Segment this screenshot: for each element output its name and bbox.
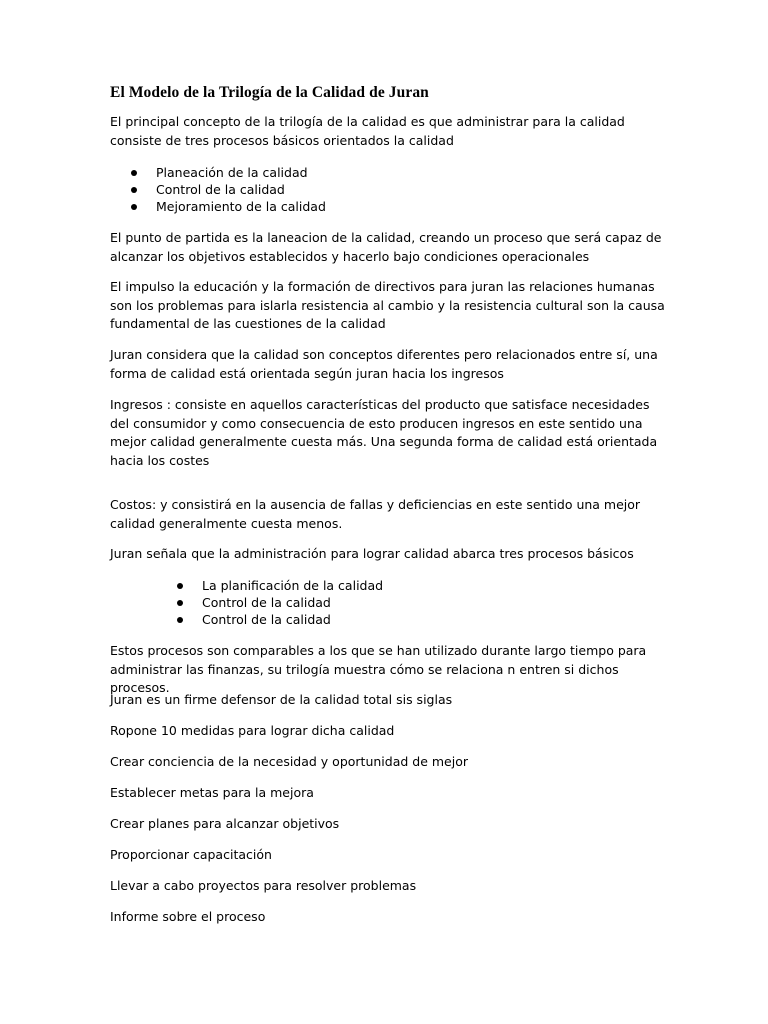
bullet-icon [131, 170, 137, 176]
page-title: El Modelo de la Trilogía de la Calidad de Juran [110, 84, 429, 101]
paragraph: El impulso la educación y la formación de directivos para juran las relaciones humanas son los problemas para islarla resistencia al cambio y la resistencia cultural son la causa fundamental de las cuestiones de la calidad [110, 279, 665, 332]
paragraph: Proporcionar capacitación [110, 847, 272, 862]
paragraph: El punto de partida es la laneacion de la calidad, creando un proceso que será capaz de alcanzar los objetivos establecidos y hacerlo bajo condiciones operacionales [110, 230, 662, 264]
paragraph: Crear planes para alcanzar objetivos [110, 816, 340, 831]
bullet-icon [131, 204, 137, 210]
paragraph: Costos: y consistirá en la ausencia de fallas y deficiencias en este sentido una mejor calidad generalmente cuesta menos. [110, 497, 641, 531]
bullet-icon [177, 600, 183, 606]
paragraph: Ingresos : consiste en aquellos características del producto que satisface necesidades del consumidor y como consecuencia de esto producen ingresos en este sentido una mejor calidad generalmente cuesta más. Una segunda forma de calidad está orientada hacia los costes [110, 397, 658, 469]
paragraph: Crear conciencia de la necesidad y oportunidad de mejor [110, 754, 468, 769]
list-item: Control de la calidad [0, 181, 768, 198]
paragraph: Establecer metas para la mejora [110, 785, 314, 800]
paragraph: Informe sobre el proceso [110, 909, 266, 924]
list-item: Control de la calidad [0, 594, 768, 611]
list-item: La planificación de la calidad [0, 577, 768, 594]
bullet-icon [177, 583, 183, 589]
paragraph: Ropone 10 medidas para lograr dicha calidad [110, 723, 395, 738]
bullet-icon [131, 187, 137, 193]
paragraph: Juran considera que la calidad son conceptos diferentes pero relacionados entre sí, una forma de calidad está orientada según juran hacia los ingresos [110, 347, 658, 381]
list-item: Control de la calidad [0, 611, 768, 628]
paragraph: Llevar a cabo proyectos para resolver problemas [110, 878, 417, 893]
paragraph: Estos procesos son comparables a los que se han utilizado durante largo tiempo para administrar las finanzas, su trilogía muestra cómo se relaciona n entren si dichos procesos. [110, 643, 647, 696]
paragraph: Juran señala que la administración para lograr calidad abarca tres procesos básicos [110, 546, 634, 561]
intro-paragraph: El principal concepto de la trilogía de la calidad es que administrar para la calidad consiste de tres procesos básicos orientados la calidad [110, 114, 625, 148]
list-item: Planeación de la calidad [0, 164, 768, 181]
trilogy-list [0, 164, 768, 215]
processes-list [0, 577, 768, 628]
paragraph: Juran es un firme defensor de la calidad total sis siglas [110, 692, 453, 707]
list-item: Mejoramiento de la calidad [0, 198, 768, 215]
bullet-icon [177, 617, 183, 623]
